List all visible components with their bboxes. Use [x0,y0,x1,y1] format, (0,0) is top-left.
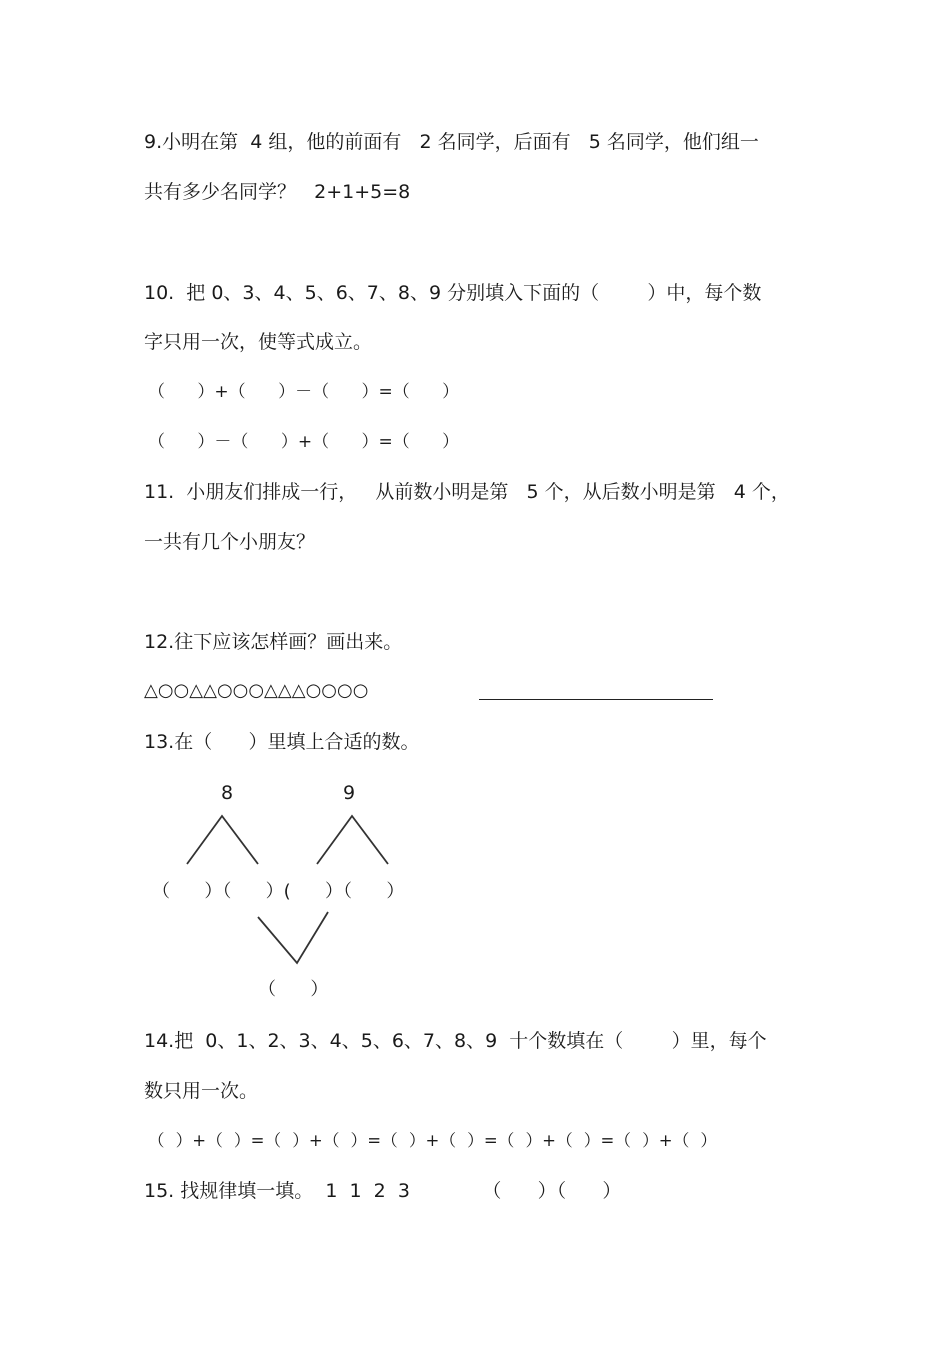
q12-line1: 12.往下应该怎样画？画出来。 [144,631,403,653]
q14-line2: 数只用一次。 [144,1080,259,1102]
q10-line1: 10. 把 0、3、4、5、6、7、8、9 分别填入下面的（ ）中，每个数 [144,282,762,304]
q10-equation-1: （ ）+（ ）－（ ）=（ ） [148,382,460,402]
bond-number-left: 8 [221,782,234,804]
bond-row-blanks: （ ）（ ）( ）（ ） [152,881,405,902]
q12-shape-pattern: △○○△△○○○△△△○○○○ [144,680,369,701]
bond-bottom-blank: （ ） [258,979,329,1000]
q14-line1: 14.把 0、1、2、3、4、5、6、7、8、9 十个数填在（ ）里，每个 [144,1030,767,1052]
bond-bottom-join [258,912,328,963]
q15-line1: 15. 找规律填一填。 1 1 2 3 （ ）（ ） [144,1180,622,1202]
bond-number-right: 9 [343,782,356,804]
q14-equation-chain: （ ）+（ ）=（ ）+（ ）=（ ）+（ ）=（ ）+（ ）=（ ）+（ ） [148,1131,718,1150]
q11-line2: 一共有几个小朋友？ [144,531,316,553]
q9-line2: 共有多少名同学？ 2+1+5=8 [144,181,411,203]
bond-right-split [317,816,388,864]
q10-line2: 字只用一次，使等式成立。 [144,331,373,353]
bond-left-split [187,816,258,864]
q13-line1: 13.在（ ）里填上合适的数。 [144,731,420,753]
q9-line1: 9.小明在第 4 组，他的前面有 2 名同学，后面有 5 名同学，他们组一 [144,131,759,153]
q10-equation-2: （ ）－（ ）+（ ）=（ ） [148,432,460,452]
q11-line1: 11. 小朋友们排成一行， 从前数小明是第 5 个，从后数小明是第 4 个， [144,481,790,503]
